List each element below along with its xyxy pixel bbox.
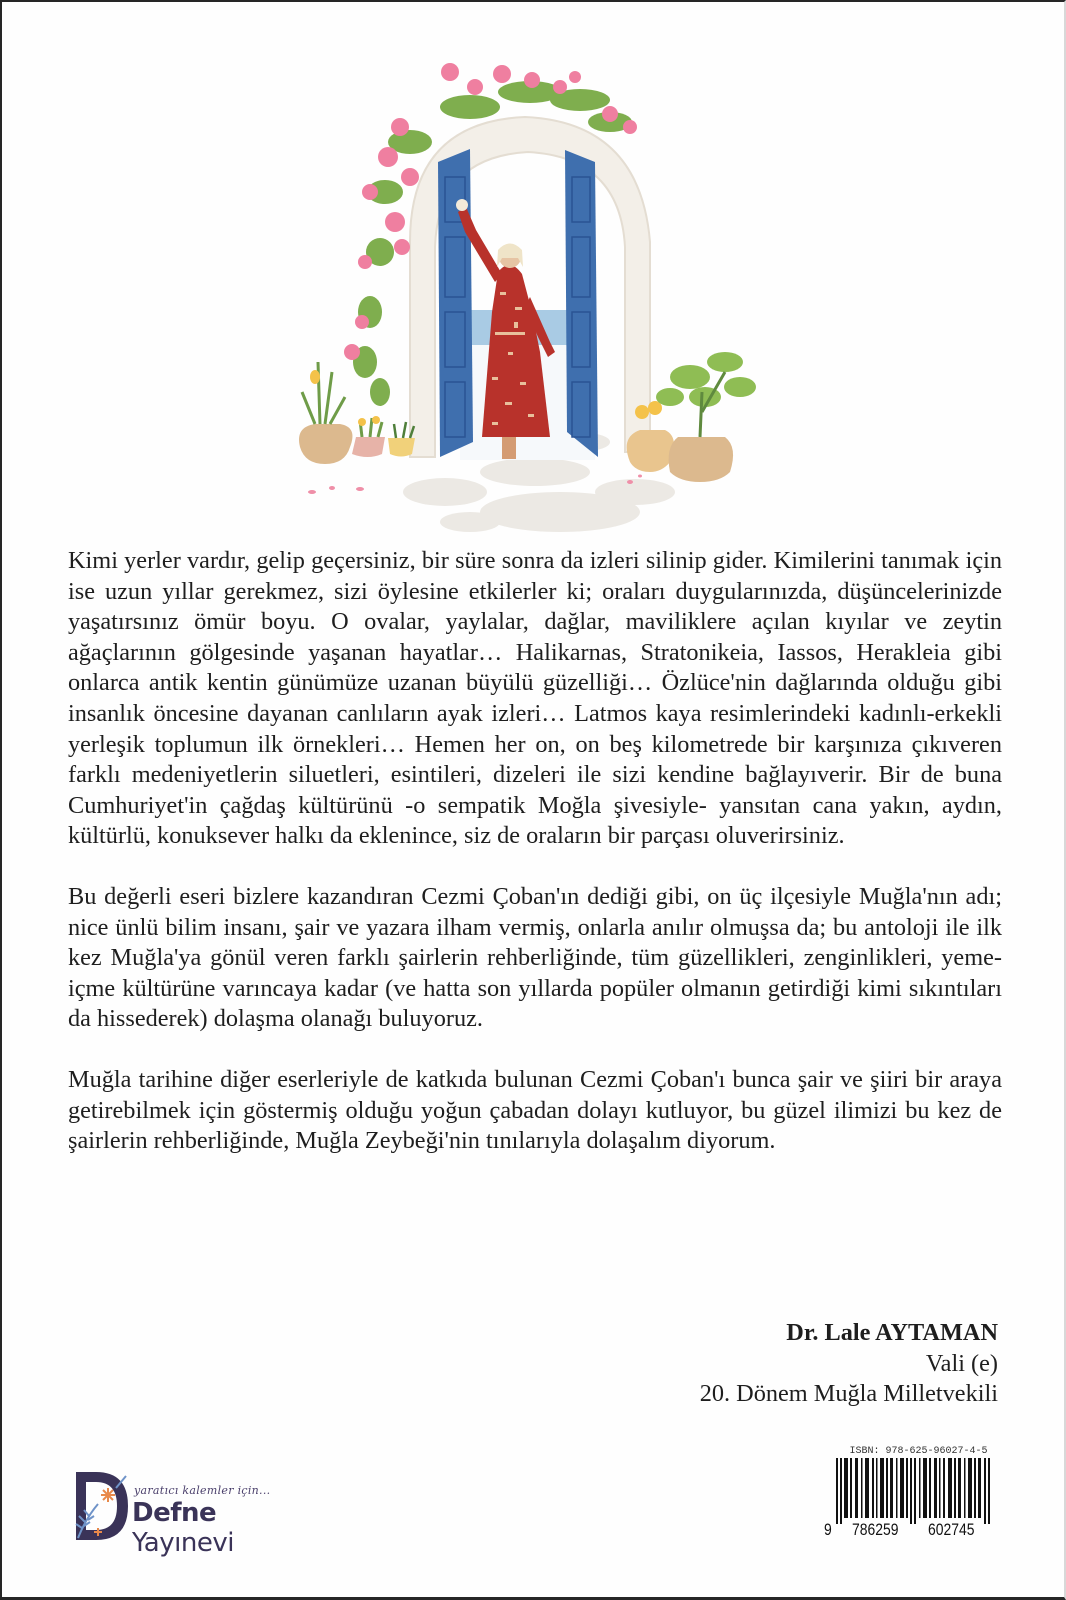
isbn-barcode	[824, 1446, 999, 1546]
cover-illustration	[270, 52, 790, 542]
publisher-logo	[72, 1468, 302, 1558]
isbn-label: ISBN: 978-625-96027-4-5	[849, 1446, 988, 1457]
author-title: Vali (e)	[925, 1349, 998, 1377]
paragraph: Kimi yerler vardır, gelip geçersiniz, bir süre sonra da izleri silinip gider. Kimilerini tanımak için ise uzun yıllar gerekmez, sizi öylesine etkilerler ki; oraları duygularınızda, düşüncelerinizde yaşatırsınız ömür boyu. O ovalar, yaylalar, dağlar, maviliklere açılan kıyılar ve zeytin ağaçlarının gölgesinde yaşanan hayatlar… Halikarnas, Stratonikeia, Iassos, Herakleia gibi onlarca antik kentin günümüze uzanan büyülü güzelliği… Özlüce'nin dağlarında olduğu gibi insanlık öncesine dayanan canlıların ayak izleri… Latmos kaya resimlerindeki kadınlı-erkekli yerleşik toplumun ilk örnekleri… Hemen her on, on beş kilometrede bir karşınıza çıkıveren farklı medeniyetlerin siluetleri, esintileri, dizeleri ile sizi kendine bağlayıverir. Bir de buna Cumhuriyet'in çağdaş kültürünü -o sempatik Moğla şivesiyle- yansıtan cana yakın, aydın, kültürlü, konuksever halkı da eklenince, siz de oraların bir parçası oluverirsiniz.	[68, 547, 1002, 850]
defne-logo-mark-icon	[72, 1468, 132, 1544]
publisher-name-regular: Yayınevi	[132, 1528, 234, 1558]
publisher-tagline: yaratıcı kalemler için...	[134, 1484, 271, 1497]
barcode-bars-icon	[824, 1458, 999, 1524]
signature-block	[700, 1318, 998, 1410]
author-role: 20. Dönem Muğla Milletvekili	[699, 1380, 998, 1408]
barcode-digit-first: 9	[824, 1520, 832, 1539]
paragraph: Muğla tarihine diğer eserleriyle de katkıda bulunan Cezmi Çoban'ı bunca şair ve şiiri bir araya getirebilmek için göstermiş olduğu yoğun çabadan dolayı kutluyor, bu güzel ilimizi bu kez de şairlerin rehberliğinde, Muğla Zeybeği'nin tınılarıyla dolaşalım diyorum.	[68, 1065, 1002, 1155]
foreword-text	[68, 546, 1002, 1187]
author-name: Dr. Lale AYTAMAN	[786, 1319, 998, 1346]
barcode-digits-right: 602745	[928, 1520, 975, 1539]
publisher-name-bold: Defne	[132, 1498, 217, 1528]
paragraph: Bu değerli eseri bizlere kazandıran Cezmi Çoban'ın dediği gibi, on üç ilçesiyle Muğla'nın adı; nice ünlü bilim insanı, şair ve yazara ilham vermiş, onlarla anılır olmuşsa da; bu antoloji ile ilk kez Muğla'ya gönül veren farklı şairlerin rehberliğinde, tüm güzellikleri, zenginlikleri, yeme-içme kültürüne varıncaya kadar (ve hatta son yıllarda popüler olmanın getirdiği kimi sıkıntıları da hissederek) dolaşma olanağı buluyoruz.	[68, 882, 1002, 1033]
barcode-digits-left: 786259	[852, 1520, 899, 1539]
publisher-name	[132, 1498, 302, 1558]
